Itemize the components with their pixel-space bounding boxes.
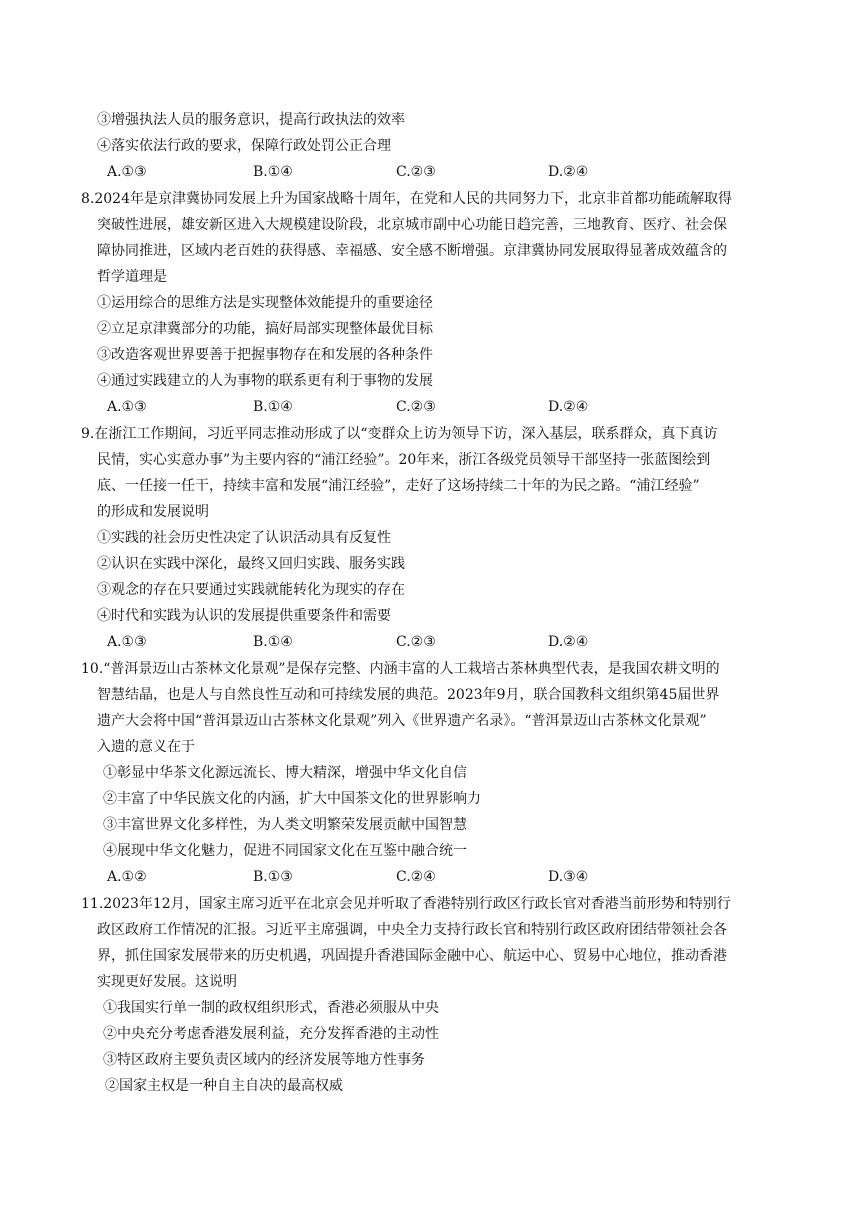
q11-stem-line-1: 11.2023年12月，国家主席习近平在北京会见并听取了香港特别行政区行政长官对香港当前形势和特别行 bbox=[81, 896, 731, 912]
q10-stem-line-2: 智慧结晶，也是人与自然良性互动和可持续发展的典范。2023年9月，联合国教科文组织第45届世界 bbox=[97, 687, 720, 703]
q10-item-2: ②丰富了中华民族文化的内涵，扩大中国茶文化的世界影响力 bbox=[103, 791, 481, 807]
q11-stem-line-4: 实现更好发展。这说明 bbox=[97, 974, 237, 990]
q9-item-1: ①实践的社会历史性决定了认识活动具有反复性 bbox=[97, 530, 391, 546]
q10-option-c: C.②④ bbox=[396, 869, 436, 885]
q9-item-3: ③观念的存在只要通过实践就能转化为现实的存在 bbox=[97, 582, 405, 598]
q9-option-d: D.②④ bbox=[548, 634, 589, 650]
q10-option-a: A.①② bbox=[107, 869, 147, 885]
q11-stem-line-3: 界，抓住国家发展带来的历史机遇，巩固提升香港国际金融中心、航运中心、贸易中心地位，推动香港 bbox=[97, 948, 727, 964]
q8-options bbox=[107, 397, 707, 417]
q9-stem-line-1: 9.在浙江工作期间，习近平同志推动形成了以“变群众上访为领导下访，深入基层，联系群众，真下真访 bbox=[81, 426, 718, 442]
q8-stem-line-2: 突破性进展，雄安新区进入大规模建设阶段，北京城市副中心功能日趋完善，三地教育、医疗、社会保 bbox=[97, 217, 727, 233]
q9-item-2: ②认识在实践中深化，最终又回归实践、服务实践 bbox=[97, 556, 405, 572]
q8-item-3: ③改造客观世界要善于把握事物存在和发展的各种条件 bbox=[97, 347, 433, 363]
q9-stem-line-4: 的形成和发展说明 bbox=[97, 504, 209, 520]
q10-stem-line-3: 遗产大会将中国“普洱景迈山古茶林文化景观”列入《世界遗产名录》。“普洱景迈山古茶林文化景观” bbox=[97, 713, 707, 729]
q7-option-a: A.①③ bbox=[107, 164, 147, 180]
q8-item-1: ①运用综合的思维方法是实现整体效能提升的重要途径 bbox=[97, 295, 433, 311]
q10-item-4: ④展现中华文化魅力，促进不同国家文化在互鉴中融合统一 bbox=[103, 843, 467, 859]
q8-option-c: C.②③ bbox=[396, 399, 436, 415]
q8-stem-line-3: 障协同推进，区域内老百姓的获得感、幸福感、安全感不断增强。京津冀协同发展取得显著成效蕴含的 bbox=[97, 243, 727, 259]
q8-option-a: A.①③ bbox=[107, 399, 147, 415]
q9-item-4: ④时代和实践为认识的发展提供重要条件和需要 bbox=[97, 608, 391, 624]
q9-option-a: A.①③ bbox=[107, 634, 147, 650]
q10-option-b: B.①③ bbox=[253, 869, 293, 885]
q10-item-1: ①彰显中华茶文化源远流长、博大精深，增强中华文化自信 bbox=[103, 765, 467, 781]
q7-option-d: D.②④ bbox=[548, 164, 589, 180]
q7-options bbox=[107, 162, 707, 182]
q10-options bbox=[107, 867, 707, 887]
q8-option-b: B.①④ bbox=[253, 399, 293, 415]
q11-item-2: ②中央充分考虑香港发展利益，充分发挥香港的主动性 bbox=[103, 1026, 439, 1042]
q9-option-b: B.①④ bbox=[253, 634, 293, 650]
q11-stem-line-2: 政区政府工作情况的汇报。习近平主席强调，中央全力支持行政长官和特别行政区政府团结带领社会各 bbox=[97, 922, 727, 938]
q7-option-b: B.①④ bbox=[253, 164, 293, 180]
q9-option-c: C.②③ bbox=[396, 634, 436, 650]
q10-item-3: ③丰富世界文化多样性，为人类文明繁荣发展贡献中国智慧 bbox=[103, 817, 467, 833]
q7-option-c: C.②③ bbox=[396, 164, 436, 180]
q8-stem-line-4: 哲学道理是 bbox=[97, 269, 167, 285]
q7-item-4: ④落实依法行政的要求，保障行政处罚公正合理 bbox=[97, 138, 391, 154]
q8-option-d: D.②④ bbox=[548, 399, 589, 415]
q11-item-1: ①我国实行单一制的政权组织形式，香港必须服从中央 bbox=[103, 1000, 439, 1016]
q8-item-4: ④通过实践建立的人为事物的联系更有利于事物的发展 bbox=[97, 373, 433, 389]
q10-option-d: D.③④ bbox=[548, 869, 589, 885]
q9-stem-line-3: 底、一任接一任干，持续丰富和发展“浦江经验”，走好了这场持续二十年的为民之路。“浦江经验” bbox=[97, 478, 700, 494]
q11-item-3: ③特区政府主要负责区域内的经济发展等地方性事务 bbox=[103, 1052, 425, 1068]
q10-stem-line-4: 入遗的意义在于 bbox=[97, 739, 195, 755]
q8-stem-line-1: 8.2024年是京津冀协同发展上升为国家战略十周年，在党和人民的共同努力下，北京非首都功能疏解取得 bbox=[81, 191, 732, 207]
q9-stem-line-2: 民情，实心实意办事”为主要内容的“浦江经验”。20年来，浙江各级党员领导干部坚持一张蓝图绘到 bbox=[97, 452, 711, 468]
q9-options bbox=[107, 632, 707, 652]
q11-item-4: ②国家主权是一种自主自决的最高权威 bbox=[105, 1078, 343, 1094]
q8-item-2: ②立足京津冀部分的功能，搞好局部实现整体最优目标 bbox=[97, 321, 433, 337]
q10-stem-line-1: 10.“普洱景迈山古茶林文化景观”是保存完整、内涵丰富的人工栽培古茶林典型代表，是我国农耕文明的 bbox=[81, 661, 720, 677]
q7-item-3: ③增强执法人员的服务意识，提高行政执法的效率 bbox=[97, 112, 405, 128]
